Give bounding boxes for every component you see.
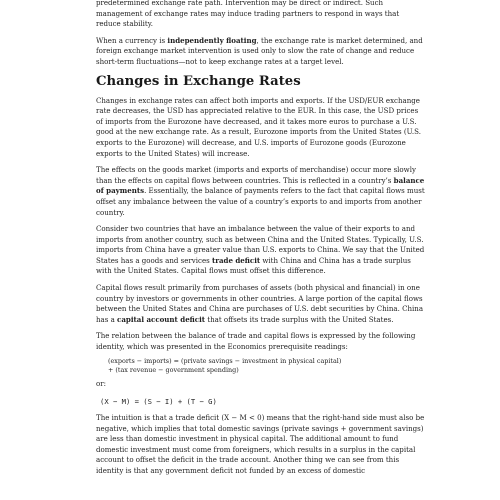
paragraph-identity-intro: The relation between the balance of trade and capital flows is expressed by the following identity, which was presented in the Economics prerequisite readings:: [96, 331, 416, 352]
text: When a currency is: [96, 35, 168, 45]
paragraph-balance-of-payments: [96, 165, 426, 218]
text: , the exchange rate is market determined, and foreign exchange market intervention is used only to slow the rate of change and reduce short-term fluctuations—not to keep exchange rates at a target level.: [96, 35, 423, 66]
identity-formula: [108, 357, 426, 376]
paragraph-independently-floating: [96, 36, 426, 68]
paragraph-exchange-rate-changes: Changes in exchange rates can affect both imports and exports. If the USD/EUR exchange rate decreases, the USD has appreciated relative to the EUR. In this case, the USD prices of imports from the Eurozone have decreased, and it takes more euros to purchase a U.S. good at the new exchange rate. As a result, Eurozone imports from the United States (U.S. exports to the Eurozone) will decrease, and U.S. imports of Eurozone goods (Eurozone exports to the United States) will increase.: [96, 95, 421, 158]
text: The effects on the goods market (imports and exports of merchandise) occur more slowly than the effects on capital flows between countries. This is reflected in a country’s: [96, 165, 416, 185]
text: Consider two countries that have an imbalance between the value of their exports to and imports from another country, such as between China and the United States. Typically, U.S. imports from China have a greater value than U.S. exports to China. We say that the United States has a goods and services: [96, 224, 425, 265]
section-heading: Changes in Exchange Rates: [96, 73, 301, 89]
text: Capital flows result primarily from purchases of assets (both physical and financial) in one country by investors or governments in other countries. A large portion of the capital flows between the United States and China are purchases of U.S. debt securities by China. China has a: [96, 283, 424, 324]
or-label: or:: [96, 379, 106, 389]
paragraph-intro: predetermined exchange rate path. Intervention may be direct or indirect. Such management of exchange rates may induce trading partners to respond in ways that reduce stability.: [96, 0, 400, 29]
bold-term-balance-of-payments: balance of payments: [96, 175, 425, 196]
paragraph-capital-flows: [96, 283, 426, 325]
bold-term-capital-account-deficit: capital account deficit: [117, 314, 206, 324]
text: . Essentially, the balance of payments refers to the fact that capital flows must offset any imbalance between the value of a country’s exports to and imports from another country.: [96, 186, 425, 217]
paragraph-trade-deficit: [96, 224, 426, 277]
bold-term-independently-floating: independently floating: [167, 35, 257, 45]
formula-line-2: + (tax revenue − government spending): [108, 366, 239, 375]
formula-line-1: (exports − imports) = (private savings − investment in physical capital): [108, 356, 342, 365]
text: with China and China has a trade surplus with the United States. Capital flows must offset this difference.: [96, 255, 411, 276]
identity-equation: (X − M) = (S − I) + (T − G): [100, 397, 217, 407]
paragraph-intuition: The intuition is that a trade deficit (X − M < 0) means that the right-hand side must also be negative, which implies that total domestic savings (private savings + government savings) are less than domestic investment in physical capital. The additional amount to fund domestic investment must come from foreigners, which results in a surplus in the capital account to offset the deficit in the trade account. Another thing we can see from this identity is that any government deficit not funded by an excess of domestic: [96, 413, 425, 475]
text: that offsets its trade surplus with the United States.: [205, 314, 394, 324]
bold-term-trade-deficit: trade deficit: [211, 255, 261, 265]
